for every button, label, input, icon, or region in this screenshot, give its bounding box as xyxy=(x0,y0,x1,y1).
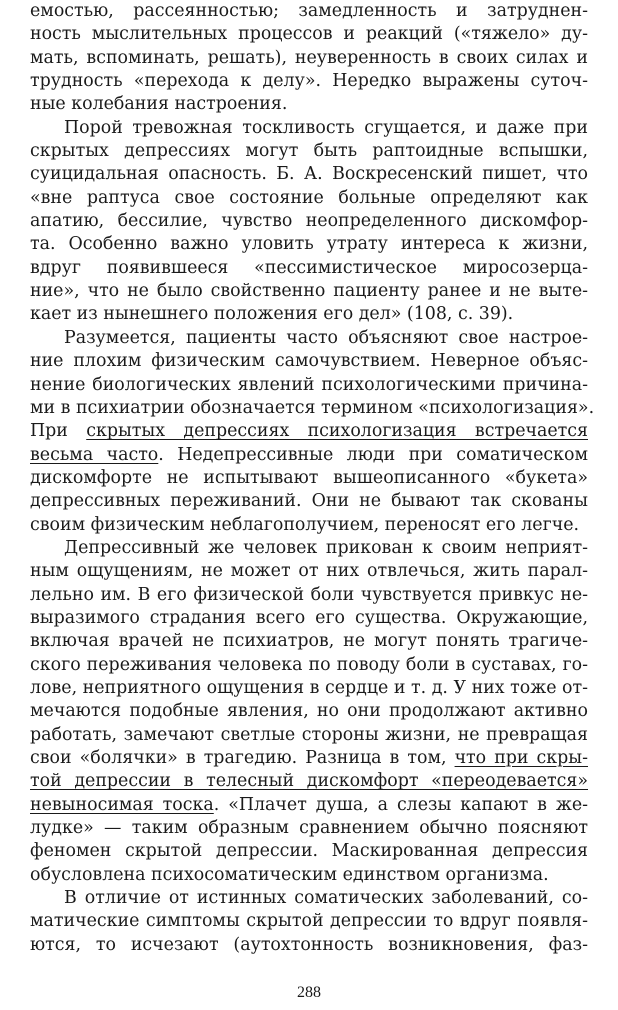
text-run: включая врачей не психиатров, не могут понять трагиче- xyxy=(30,631,588,652)
text-run: трудность «перехода к делу». Нередко выражены суточ- xyxy=(30,71,588,92)
text-run: ным ощущениям, не может от них отвлечься, жить парал- xyxy=(30,561,588,582)
text-line xyxy=(30,794,588,817)
text-line xyxy=(30,0,588,23)
text-run: обусловлена психосоматическим единством организма. xyxy=(30,864,549,885)
text-run: ние плохим физическим самочувствием. Неверное объяс- xyxy=(30,351,588,372)
paragraph-5 xyxy=(30,887,588,957)
text-run: мать, вспоминать, решать), неуверенность в своих силах и xyxy=(30,47,588,68)
text-line xyxy=(30,280,588,303)
text-run: ми в психиатрии обозначается термином «психологизация». xyxy=(30,397,595,418)
underlined-text: что при скры- xyxy=(454,748,588,768)
text-line xyxy=(30,677,588,700)
text-run: емостью, рассеянностью; замедленность и затруднен- xyxy=(30,1,588,21)
text-line xyxy=(30,560,588,583)
paragraph-4 xyxy=(30,537,588,887)
text-run: ность мыслительных процессов и реакций («тяжело» ду- xyxy=(30,24,588,45)
text-line xyxy=(30,257,588,280)
text-run: депрессивных переживаний. Они не бывают так скованы xyxy=(30,491,588,512)
text-run: ются, то исчезают (аутохтонность возникновения, фаз- xyxy=(30,934,588,955)
underlined-text: весьма часто xyxy=(30,444,159,465)
text-run: ные колебания настроения. xyxy=(30,94,288,115)
text-line xyxy=(30,350,588,373)
text-run: мечаются подобные явления, но они продолжают активно xyxy=(30,701,588,722)
text-run: . «Плачет душа, а слезы капают в же- xyxy=(213,794,588,815)
text-run: дискомфорте не испытывают вышеописанного «букета» xyxy=(30,467,588,488)
text-line xyxy=(30,467,588,490)
text-line xyxy=(30,47,588,70)
text-line xyxy=(30,163,588,186)
text-run: кает из нынешнего положения его дел» (108, с. 39). xyxy=(30,304,514,325)
text-line xyxy=(30,537,588,560)
paragraph-1 xyxy=(30,0,588,117)
text-run: свои «болячки» в трагедию. Разница в том, xyxy=(30,748,455,768)
text-run: ние», что не было свойственно пациенту ранее и не выте- xyxy=(30,281,588,302)
text-line xyxy=(30,840,588,863)
text-line xyxy=(30,210,588,233)
text-line xyxy=(30,700,588,723)
text-run: суицидальная опасность. Б. А. Воскресенский пишет, что xyxy=(30,164,588,185)
paragraph-3 xyxy=(30,327,595,537)
text-line xyxy=(30,630,588,653)
text-run: скрытых депрессиях могут быть раптоидные вспышки, xyxy=(30,141,588,162)
text-run: «вне раптуса свое состояние больные определяют как xyxy=(30,187,588,208)
text-run: лове, неприятного ощущения в сердце и т. д. У них тоже от- xyxy=(30,677,588,698)
paragraph-2 xyxy=(30,117,588,327)
text-line xyxy=(30,864,588,887)
text-line xyxy=(30,140,588,163)
text-run: лудке» — таким образным сравнением обычно поясняют xyxy=(30,818,588,839)
text-line xyxy=(30,233,588,256)
text-run: В отличие от истинных соматических заболеваний, со- xyxy=(64,888,588,909)
text-run: Порой тревожная тоскливость сгущается, и даже при xyxy=(64,117,588,138)
text-line xyxy=(30,187,588,210)
text-run: выразимого страдания всего его существа. Окружающие, xyxy=(30,607,588,628)
text-run: своим физическим неблагополучием, переносят его легче. xyxy=(30,514,580,535)
text-run: матические симптомы скрытой депрессии то вдруг появля- xyxy=(30,911,588,932)
text-run: та. Особенно важно уловить утрату интереса к жизни, xyxy=(30,234,588,255)
text-run: Депрессивный же человек прикован к своим неприят- xyxy=(64,537,588,558)
underlined-text: той депрессии в телесный дискомфорт «переодевается» xyxy=(30,771,588,792)
text-line xyxy=(30,93,588,116)
text-line xyxy=(30,817,588,840)
text-line xyxy=(30,607,588,630)
text-line xyxy=(30,887,588,910)
text-line xyxy=(30,420,588,443)
text-line xyxy=(30,514,588,537)
text-line xyxy=(30,397,595,420)
text-line xyxy=(30,770,588,793)
underlined-text: невыносимая тоска xyxy=(30,794,214,815)
text-line xyxy=(30,23,588,46)
text-line xyxy=(30,70,588,93)
text-line xyxy=(30,444,588,467)
page-number: 288 xyxy=(297,984,321,1001)
underlined-text: скрытых депрессиях психологизация встречается xyxy=(86,421,588,442)
text-line xyxy=(30,117,588,140)
text-run: вдруг появившееся «пессимистическое миросозерца- xyxy=(30,257,588,278)
text-line xyxy=(30,910,588,933)
body-text xyxy=(30,0,595,957)
text-run: . Недепрессивные люди при соматическом xyxy=(158,444,588,465)
text-line xyxy=(30,490,588,513)
text-run: При xyxy=(30,421,87,442)
text-run: ского переживания человека по поводу боли в суставах, го- xyxy=(30,654,588,675)
text-line xyxy=(30,724,588,747)
text-line xyxy=(30,747,588,770)
text-run: нение биологических явлений психологическими причина- xyxy=(30,374,588,395)
text-line xyxy=(30,584,588,607)
text-line xyxy=(30,934,588,957)
text-run: лельно им. В его физической боли чувствуется привкус не- xyxy=(30,584,588,605)
text-run: Разумеется, пациенты часто объясняют свое настрое- xyxy=(64,327,588,348)
text-run: апатию, бессилие, чувство неопределенного дискомфор- xyxy=(30,211,588,232)
text-line xyxy=(30,374,588,397)
text-line xyxy=(30,654,588,677)
text-run: феномен скрытой депрессии. Маскированная депрессия xyxy=(30,841,588,862)
text-run: работать, замечают светлые стороны жизни, не превращая xyxy=(30,724,588,745)
text-line xyxy=(30,303,588,326)
text-line xyxy=(30,327,588,350)
